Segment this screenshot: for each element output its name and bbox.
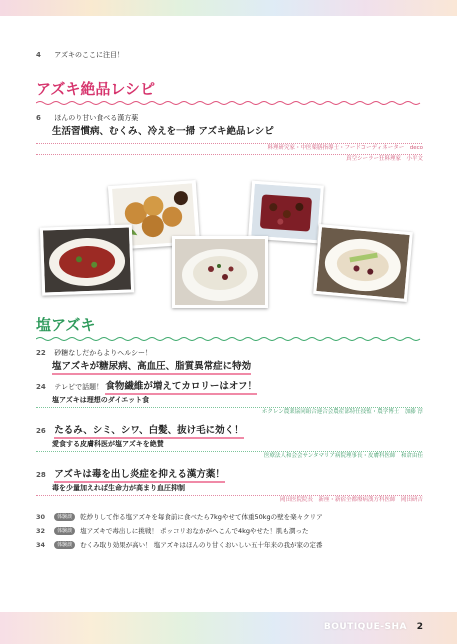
toc-entry-34[interactable] (36, 540, 423, 550)
section-title-recipes: アズキ絶品レシピ (36, 80, 156, 98)
entry-text: 乾炒りして作る塩アズキを毎食前に食べたら7kgやせて体重50kgの壁を楽々クリア (80, 513, 323, 521)
section-divider-green (36, 336, 422, 342)
dotted-rule (36, 143, 422, 144)
toc-entry-30[interactable] (36, 512, 423, 522)
entry-headline: 塩アズキが糖尿病、高血圧、脂質異常症に特効 (52, 361, 251, 375)
page-number: 4 (36, 51, 41, 59)
toc-entry-24[interactable] (36, 380, 423, 393)
toc-entry-6-headline[interactable] (52, 125, 423, 138)
dotted-rule (36, 451, 422, 452)
top-decor-band (0, 0, 457, 16)
entry-headline: アズキは毒を出し炎症を抑える漢方薬！ (54, 469, 225, 483)
publisher-logo: BOUTIQUE-SHA (323, 622, 407, 632)
toc-entry-32[interactable] (36, 526, 423, 536)
section-title-shio-azuki: 塩アズキ (36, 316, 96, 334)
toc-entry-28[interactable] (36, 468, 423, 481)
page-number: 26 (36, 427, 46, 435)
experience-badge: 体験談 (54, 513, 75, 521)
dotted-rule (36, 154, 422, 155)
entry-headline: 食物繊維が増えてカロリーはオフ！ (105, 381, 257, 395)
credit-line: ホクレン農業協同組合連合会農産部特任技監・農学博士 加藤 淳 (261, 409, 423, 415)
toc-entry-22-headline[interactable] (52, 360, 423, 373)
toc-entry-22-kicker[interactable] (36, 348, 423, 358)
toc-entry-26[interactable] (36, 424, 423, 437)
entry-sub: 愛食する皮膚科医が塩アズキを絶賛 (52, 440, 164, 448)
entry-kicker: テレビで話題！ (54, 383, 104, 391)
entry-headline: 生活習慣病、むくみ、冷えを一掃 アズキ絶品レシピ (52, 126, 274, 137)
page-number: 32 (36, 527, 46, 535)
credit-line-1: 料理研究家・中医薬膳指導士・フードコーディネーター deco (267, 145, 423, 151)
experience-badge: 体験談 (54, 541, 75, 549)
credit-line: 岡田医院院長 新座・新宿全都療病漢方科医師 岡田研吉 (279, 497, 423, 503)
credit-line: 医療法人和会会サンタマリア病院理事長・皮膚科医師 和倉由佳 (263, 453, 423, 459)
photo-red-dish (40, 224, 134, 295)
photo-rice-bowl (172, 236, 268, 308)
entry-text: 塩アズキで毒出しに挑戦！ ポッコリおなかがへこんで4kgやせた！肌も潤った (80, 527, 309, 535)
entry-kicker: ほんのり甘い食べる漢方薬 (54, 114, 139, 122)
section-divider-red (36, 100, 422, 106)
entry-headline: たるみ、シミ、シワ、白髪、抜け毛に効く！ (54, 425, 243, 439)
page-number-footer: 2 (416, 622, 423, 632)
page-number: 30 (36, 513, 46, 521)
page-number: 24 (36, 383, 46, 391)
toc-entry-6-kicker[interactable] (36, 113, 423, 123)
toc-entry-4[interactable] (36, 50, 423, 60)
page-number: 22 (36, 349, 46, 357)
entry-text: むくみ取り効果が高い！ 塩アズキはほんのり甘くおいしい五十年来の我が家の定番 (80, 541, 323, 549)
dotted-rule (36, 495, 422, 496)
entry-sub: 毒を少量加えれば生命力が高まり血圧抑制 (52, 484, 185, 492)
entry-kicker: 砂糖なしだからよりヘルシー！ (54, 349, 153, 357)
entry-title: アズキのここに注目！ (54, 51, 124, 59)
photo-bean-bowl-glass (248, 181, 324, 244)
page-number: 28 (36, 471, 46, 479)
page-number: 6 (36, 114, 41, 122)
entry-sub: 塩アズキは理想のダイエット食 (52, 396, 150, 404)
page-number: 34 (36, 541, 46, 549)
photo-soup-plate (313, 224, 413, 302)
dotted-rule (36, 407, 422, 408)
experience-badge: 体験談 (54, 527, 75, 535)
credit-line-2: 真空シーラー狂料理家 小平文 (345, 156, 423, 162)
